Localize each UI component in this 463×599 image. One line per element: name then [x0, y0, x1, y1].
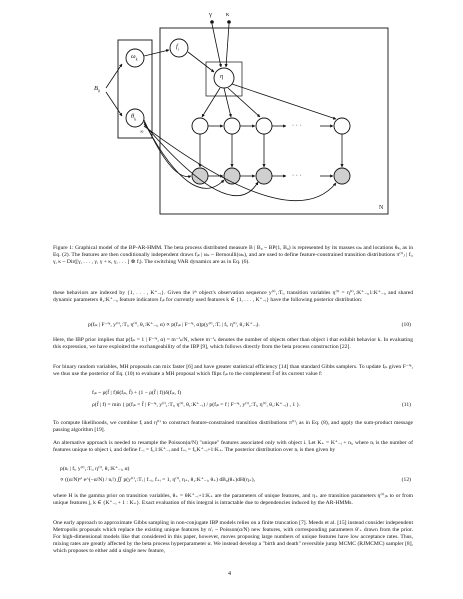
state-dots: · · ·: [292, 122, 302, 129]
state-node-1: [192, 118, 208, 134]
omega-label: $\omega_k$: [131, 53, 138, 62]
theta-label: $\theta_k$: [131, 113, 137, 122]
obs-node-T: [334, 168, 350, 184]
gamma-dot: [210, 20, 214, 24]
paragraph-6: where H is the gamma prior on transition variables, θ₊ = θK⁺₋ᵢ+1:K₊ are the parameters of unique features, and η₊ are transition parameters η⁽ⁱ⁾ⱼₖ to or from unique features j, k ∈ {K⁺₋ᵢ + 1 : K₊}. Exact evaluation of this integral is intractable due to dependencies induced by the AR-HMMs.: [53, 493, 413, 506]
paragraph-1: these behaviors are indexed by {1, . . . , K⁺₋ᵢ}. Given the iᵗʰ object's observation sequence y⁽ⁱ⁾₁:Tᵢ, transition variables η⁽ⁱ⁾ = η⁽ⁱ⁾₁:K⁺₋ᵢ,1:K⁺₋ᵢ, and shared dynamic parameters θ₁:K⁺₋ᵢ, feature indicators fᵢₖ for currently used features k ∈ {1, . . . , K⁺₋ᵢ} have the following posterior distribution:: [53, 290, 413, 303]
b0-label: $B_0$: [94, 85, 100, 94]
eta-label: η: [220, 73, 224, 80]
paragraph-2: Here, the IBP prior implies that p(fᵢₖ = 1 | F⁻ⁱᵏ, α) = m⁻ⁱₖ/N, where m⁻ⁱₖ denotes the number of objects other than object i that exhibit behavior k. In evaluating this expression, we have exploited the exchangeability of the IBP [9], which follows directly from the beta process construction [22].: [53, 337, 413, 350]
page-number: 4: [228, 571, 231, 577]
equation-10: p(fᵢₖ | F⁻ⁱᵏ, y⁽ⁱ⁾₁:Tᵢ, η⁽ⁱ⁾, θ₁:K⁺₋ᵢ, α) ∝ p(fᵢₖ | F⁻ⁱᵏ, α)p(y⁽ⁱ⁾₁:Tᵢ | fᵢ, η⁽ⁱ⁾, θ₁:K⁺₋ᵢ).: [88, 322, 260, 328]
equation-12-number: (12): [401, 477, 411, 483]
graphical-model-figure: [92, 12, 392, 244]
paragraph-5: An alternative approach is needed to resample the Poisson(α/N) "unique" features associated only with object i. Let K₊ = K⁺₋ᵢ + nᵢ, where nᵢ is the number of features unique to object i, and define f₋ᵢ = fᵢ,1:K⁺₋ᵢ and f₊ᵢ = fᵢ,K⁺₋ᵢ+1:K₊. The posterior distribution over nᵢ is then given by: [53, 440, 413, 453]
equation-12-line-2: ∝ ((α/N)ⁿⁱ e^(−α/N) / nᵢ!) ∬ p(y⁽ⁱ⁾₁:Tᵢ | f₋ᵢ, f₊ᵢ = 1, η⁽ⁱ⁾, η₊, θ₁:K⁺₋ᵢ, θ₊) dB₀(θ₊)dH(η₊),: [60, 477, 256, 483]
eta-node: [214, 68, 234, 88]
equation-12-line-1: p(nᵢ | fᵢ, y⁽ⁱ⁾₁:Tᵢ, η⁽ⁱ⁾, θ₁:K⁺₋ᵢ, α): [60, 466, 130, 472]
paragraph-4: To compute likelihoods, we combine fᵢ and η⁽ⁱ⁾ to construct feature-constrained transition distributions π⁽ⁱ⁾ⱼ as in Eq. (8), and apply the sum-product message passing algorithm [19].: [53, 420, 413, 433]
obs-dots: · · ·: [292, 172, 302, 179]
equation-11-line-1: fᵢₖ ~ ρ(f̄ | f)δ(fᵢₖ, f̄) + (1 − ρ(f̄ | f))δ(fᵢₖ, f): [92, 390, 182, 396]
kappa-label: κ: [226, 11, 230, 18]
graphical-model-diagram: [92, 12, 392, 244]
equation-11-number: (11): [401, 402, 411, 408]
f-node: [170, 39, 188, 57]
obs-node-3: [256, 168, 272, 184]
obs-node-1: [192, 168, 208, 184]
state-node-2: [224, 118, 240, 134]
gamma-label: γ: [209, 11, 212, 18]
equation-11-line-2: ρ(f̄ | f) = min { p(fᵢₖ = f̄ | F⁻ⁱᵏ, y⁽ⁱ⁾₁:Tᵢ, η⁽ⁱ⁾, θ₁:K⁺₋ᵢ) / p(fᵢₖ = f | F⁻ⁱᵏ, y⁽ⁱ⁾₁:Tᵢ, η⁽ⁱ⁾, θ₁:K⁺₋ᵢ) , 1 }.: [92, 402, 301, 408]
figure-caption: Figure 1: Graphical model of the BP-AR-HMM. The beta process distributed measure B | B₀ ~ BP(1, B₀) is represented by its masses ωₖ and locations θₖ, as in Eq. (2). The features are then conditionally independent draws fᵢₖ | ωₖ ~ Bernoulli(ωₖ), and are used to define feature-constrained transition distributions π⁽ⁱ⁾ⱼ | fᵢ, γ, κ ~ Dir([γ, . . . , γ, γ + κ, γ, . . . ] ⊗ fᵢ). The switching VAR dynamics are as in Eq. (6).: [53, 245, 413, 265]
infinity-label: ∞: [140, 130, 144, 135]
obs-node-2: [224, 168, 240, 184]
paragraph-3: For binary random variables, MH proposals can mix faster [6] and have greater statistical efficiency [14] than standard Gibbs samplers. To update fᵢₖ given F⁻ⁱᵏ, we thus use the posterior of Eq. (10) to evaluate a MH proposal which flips fᵢₖ to the complement f̄ of its current value f:: [53, 364, 413, 377]
state-node-3: [256, 118, 272, 134]
f-label: $f_i$: [176, 43, 179, 52]
paragraph-7: One early approach to approximate Gibbs sampling in non-conjugate IBP models relies on a finite truncation [7]. Meeds et al. [15] instead consider independent Metropolis proposals which replace the existing unique features by n′ᵢ ~ Poisson(α/N) new features, with corresponding parameters θ′₊ drawn from the prior. For high-dimensional models like that considered in this paper, however, moves proposing large numbers of unique features have low acceptance rates. Thus, mixing rates are greatly affected by the beta process hyperparameter α. We instead develop a "birth and death" reversible jump MCMC (RJMCMC) sampler [8], which proposes to either add a single new feature,: [53, 520, 413, 554]
kappa-dot: [227, 20, 231, 24]
equation-10-number: (10): [401, 322, 411, 328]
state-node-T: [334, 118, 350, 134]
plate-n-label: N: [379, 205, 384, 211]
